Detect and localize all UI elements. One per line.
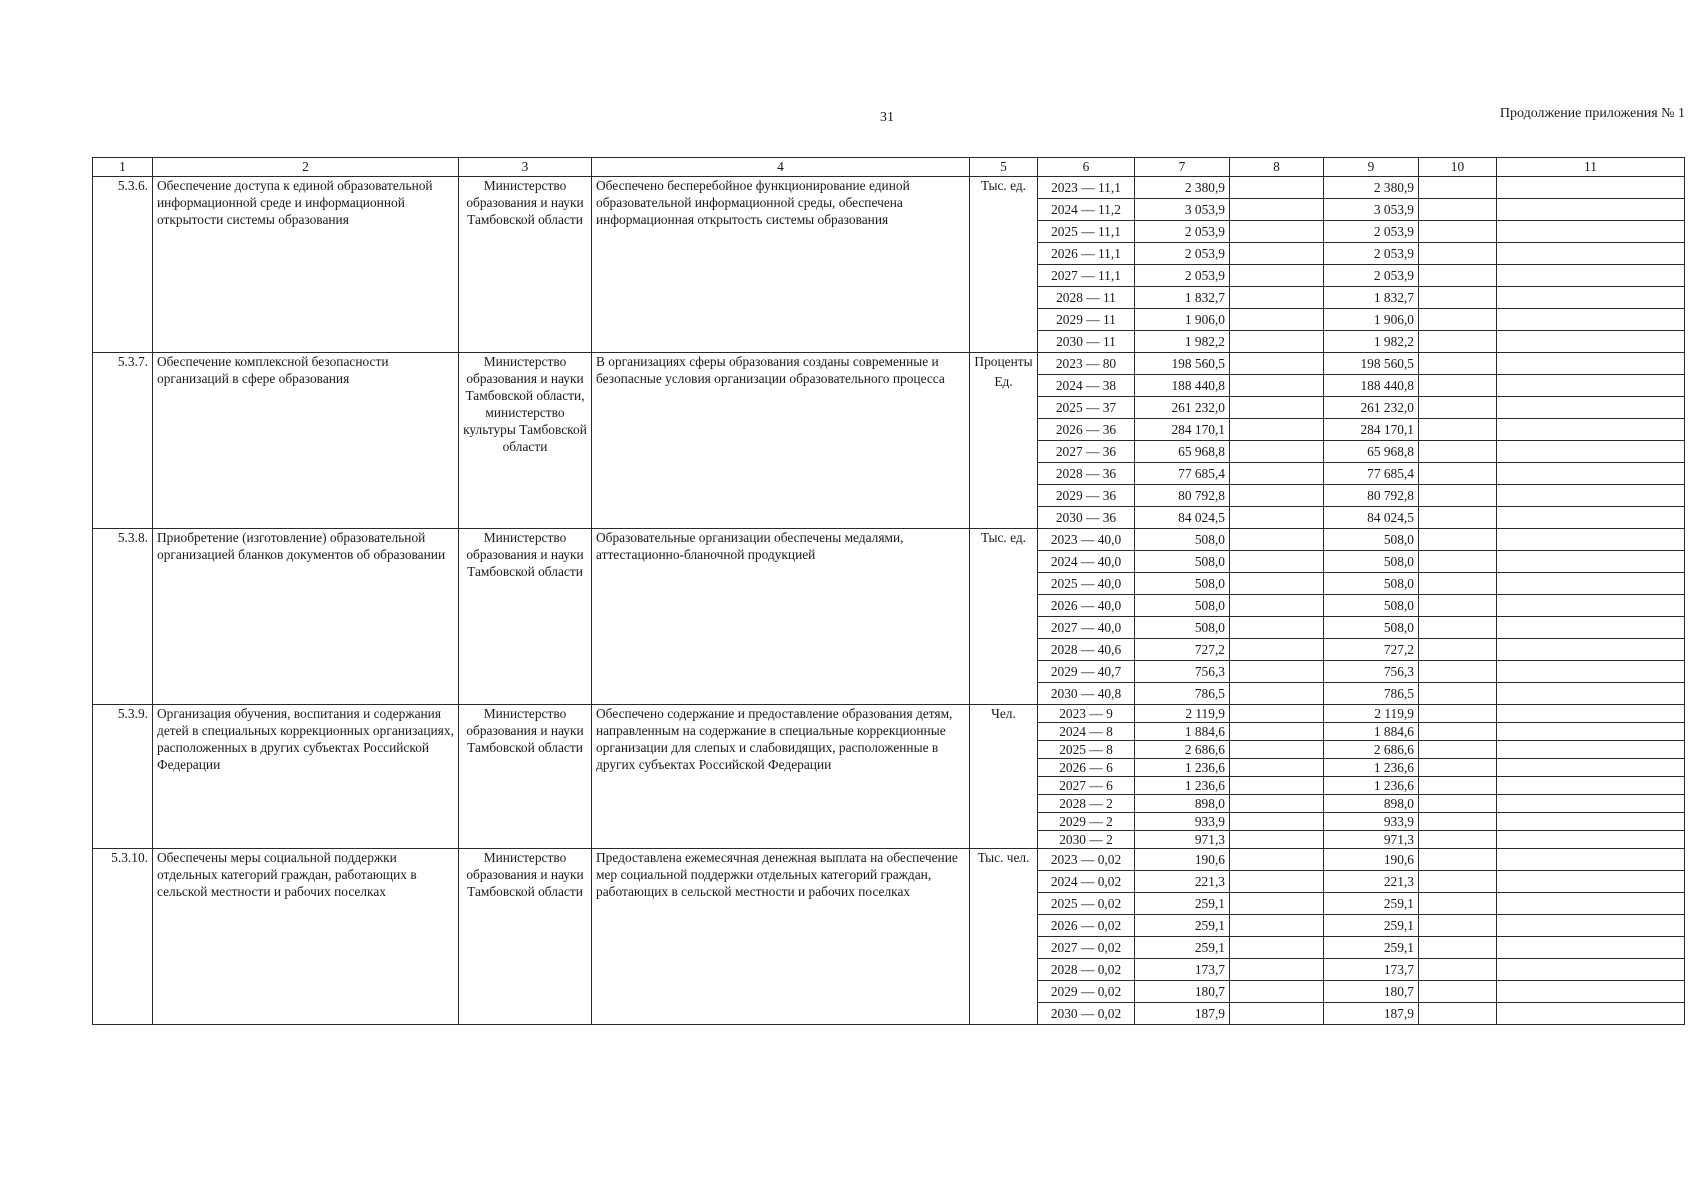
unit-cell (970, 529, 1038, 705)
empty-cell (1497, 741, 1685, 759)
measure-name: Организация обучения, воспитания и содержания детей в специальных коррекционных организациях, расположенных в других субъектах Российской Федерации (153, 705, 459, 849)
funding-regional: 508,0 (1324, 573, 1419, 595)
funding-total: 2 053,9 (1135, 221, 1230, 243)
empty-cell (1230, 959, 1324, 981)
expected-result: Обеспечено содержание и предоставление образования детям, направленным на содержание в специальные коррекционные организации для слепых и слабовидящих, расположенные в других субъектах Российской Федерации (592, 705, 970, 849)
empty-cell (1419, 551, 1497, 573)
year-indicator: 2026 — 0,02 (1038, 915, 1135, 937)
empty-cell (1230, 309, 1324, 331)
funding-regional: 77 685,4 (1324, 463, 1419, 485)
empty-cell (1230, 831, 1324, 849)
funding-total: 77 685,4 (1135, 463, 1230, 485)
year-indicator: 2027 — 36 (1038, 441, 1135, 463)
col-header: 1 (93, 158, 153, 177)
funding-regional: 1 982,2 (1324, 331, 1419, 353)
funding-regional: 180,7 (1324, 981, 1419, 1003)
empty-cell (1419, 871, 1497, 893)
funding-regional: 259,1 (1324, 915, 1419, 937)
funding-total: 2 686,6 (1135, 741, 1230, 759)
empty-cell (1497, 661, 1685, 683)
funding-regional: 187,9 (1324, 1003, 1419, 1025)
funding-regional: 508,0 (1324, 529, 1419, 551)
col-header: 3 (459, 158, 592, 177)
funding-total: 2 119,9 (1135, 705, 1230, 723)
empty-cell (1230, 937, 1324, 959)
col-header: 8 (1230, 158, 1324, 177)
empty-cell (1419, 893, 1497, 915)
funding-regional: 3 053,9 (1324, 199, 1419, 221)
empty-cell (1497, 1003, 1685, 1025)
funding-regional: 933,9 (1324, 813, 1419, 831)
empty-cell (1497, 507, 1685, 529)
funding-regional: 198 560,5 (1324, 353, 1419, 375)
funding-total: 198 560,5 (1135, 353, 1230, 375)
unit-cell (970, 177, 1038, 353)
funding-total: 1 982,2 (1135, 331, 1230, 353)
year-indicator: 2028 — 11 (1038, 287, 1135, 309)
funding-total: 508,0 (1135, 617, 1230, 639)
unit-label: Тыс. чел. (977, 850, 1030, 865)
executor: Министерство образования и науки Тамбовской области (459, 529, 592, 705)
empty-cell (1419, 831, 1497, 849)
empty-cell (1497, 831, 1685, 849)
empty-cell (1230, 795, 1324, 813)
year-indicator: 2026 — 6 (1038, 759, 1135, 777)
empty-cell (1230, 507, 1324, 529)
unit-label: Тыс. ед. (980, 178, 1027, 193)
funding-total: 190,6 (1135, 849, 1230, 871)
empty-cell (1419, 759, 1497, 777)
year-indicator: 2027 — 40,0 (1038, 617, 1135, 639)
executor: Министерство образования и науки Тамбовской области, министерство культуры Тамбовской области (459, 353, 592, 529)
year-indicator: 2024 — 8 (1038, 723, 1135, 741)
empty-cell (1419, 813, 1497, 831)
empty-cell (1497, 705, 1685, 723)
empty-cell (1230, 759, 1324, 777)
empty-cell (1419, 705, 1497, 723)
unit-cell (970, 849, 1038, 1025)
funding-total: 971,3 (1135, 831, 1230, 849)
empty-cell (1497, 353, 1685, 375)
empty-cell (1419, 573, 1497, 595)
empty-cell (1497, 177, 1685, 199)
year-indicator: 2023 — 40,0 (1038, 529, 1135, 551)
empty-cell (1419, 419, 1497, 441)
empty-cell (1230, 529, 1324, 551)
year-indicator: 2025 — 11,1 (1038, 221, 1135, 243)
year-indicator: 2024 — 11,2 (1038, 199, 1135, 221)
empty-cell (1419, 741, 1497, 759)
funding-total: 2 380,9 (1135, 177, 1230, 199)
col-header: 11 (1497, 158, 1685, 177)
funding-regional: 2 119,9 (1324, 705, 1419, 723)
funding-regional: 1 884,6 (1324, 723, 1419, 741)
expected-result: Предоставлена ежемесячная денежная выплата на обеспечение мер социальной поддержки отдельных категорий граждан, работающих в сельской местности и рабочих поселках (592, 849, 970, 1025)
funding-total: 1 236,6 (1135, 759, 1230, 777)
empty-cell (1230, 893, 1324, 915)
row-number: 5.3.6. (93, 177, 153, 353)
funding-total: 221,3 (1135, 871, 1230, 893)
empty-cell (1497, 287, 1685, 309)
empty-cell (1230, 177, 1324, 199)
funding-total: 259,1 (1135, 893, 1230, 915)
empty-cell (1497, 441, 1685, 463)
funding-regional: 190,6 (1324, 849, 1419, 871)
empty-cell (1230, 397, 1324, 419)
empty-cell (1419, 529, 1497, 551)
year-indicator: 2030 — 36 (1038, 507, 1135, 529)
year-indicator: 2029 — 40,7 (1038, 661, 1135, 683)
empty-cell (1230, 463, 1324, 485)
empty-cell (1230, 1003, 1324, 1025)
executor: Министерство образования и науки Тамбовской области (459, 177, 592, 353)
funding-regional: 1 906,0 (1324, 309, 1419, 331)
year-indicator: 2024 — 40,0 (1038, 551, 1135, 573)
empty-cell (1230, 353, 1324, 375)
empty-cell (1497, 375, 1685, 397)
empty-cell (1230, 705, 1324, 723)
empty-cell (1230, 441, 1324, 463)
year-indicator: 2029 — 2 (1038, 813, 1135, 831)
empty-cell (1419, 199, 1497, 221)
year-indicator: 2028 — 2 (1038, 795, 1135, 813)
funding-total: 2 053,9 (1135, 265, 1230, 287)
col-header: 2 (153, 158, 459, 177)
empty-cell (1419, 777, 1497, 795)
col-header: 6 (1038, 158, 1135, 177)
funding-total: 65 968,8 (1135, 441, 1230, 463)
year-indicator: 2029 — 0,02 (1038, 981, 1135, 1003)
empty-cell (1497, 309, 1685, 331)
empty-cell (1419, 353, 1497, 375)
empty-cell (1230, 595, 1324, 617)
empty-cell (1419, 661, 1497, 683)
year-indicator: 2024 — 0,02 (1038, 871, 1135, 893)
empty-cell (1419, 595, 1497, 617)
empty-cell (1419, 937, 1497, 959)
empty-cell (1497, 529, 1685, 551)
year-indicator: 2029 — 11 (1038, 309, 1135, 331)
empty-cell (1419, 375, 1497, 397)
year-indicator: 2027 — 6 (1038, 777, 1135, 795)
empty-cell (1419, 485, 1497, 507)
year-indicator: 2030 — 11 (1038, 331, 1135, 353)
empty-cell (1419, 287, 1497, 309)
executor: Министерство образования и науки Тамбовской области (459, 849, 592, 1025)
funding-total: 187,9 (1135, 1003, 1230, 1025)
empty-cell (1497, 759, 1685, 777)
row-number: 5.3.7. (93, 353, 153, 529)
empty-cell (1419, 849, 1497, 871)
empty-cell (1497, 617, 1685, 639)
funding-total: 1 884,6 (1135, 723, 1230, 741)
year-indicator: 2030 — 40,8 (1038, 683, 1135, 705)
year-indicator: 2025 — 40,0 (1038, 573, 1135, 595)
measure-name: Обеспечены меры социальной поддержки отдельных категорий граждан, работающих в сельской местности и рабочих поселках (153, 849, 459, 1025)
funding-regional: 2 380,9 (1324, 177, 1419, 199)
year-indicator: 2023 — 0,02 (1038, 849, 1135, 871)
empty-cell (1497, 397, 1685, 419)
year-indicator: 2026 — 36 (1038, 419, 1135, 441)
empty-cell (1230, 741, 1324, 759)
empty-cell (1419, 177, 1497, 199)
funding-total: 3 053,9 (1135, 199, 1230, 221)
funding-regional: 2 053,9 (1324, 243, 1419, 265)
empty-cell (1497, 243, 1685, 265)
empty-cell (1497, 981, 1685, 1003)
funding-regional: 727,2 (1324, 639, 1419, 661)
funding-total: 508,0 (1135, 529, 1230, 551)
funding-regional: 508,0 (1324, 617, 1419, 639)
empty-cell (1497, 893, 1685, 915)
year-indicator: 2030 — 0,02 (1038, 1003, 1135, 1025)
empty-cell (1419, 795, 1497, 813)
empty-cell (1230, 243, 1324, 265)
funding-total: 756,3 (1135, 661, 1230, 683)
unit-label: Ед. (994, 374, 1013, 389)
empty-cell (1230, 617, 1324, 639)
funding-regional: 2 686,6 (1324, 741, 1419, 759)
empty-cell (1497, 485, 1685, 507)
funding-regional: 971,3 (1324, 831, 1419, 849)
funding-total: 508,0 (1135, 595, 1230, 617)
funding-regional: 2 053,9 (1324, 265, 1419, 287)
year-indicator: 2028 — 36 (1038, 463, 1135, 485)
year-indicator: 2028 — 40,6 (1038, 639, 1135, 661)
executor: Министерство образования и науки Тамбовской области (459, 705, 592, 849)
funding-total: 180,7 (1135, 981, 1230, 1003)
empty-cell (1419, 221, 1497, 243)
measure-name: Обеспечение доступа к единой образовательной информационной среде и информационной открытости системы образования (153, 177, 459, 353)
funding-regional: 786,5 (1324, 683, 1419, 705)
funding-regional: 173,7 (1324, 959, 1419, 981)
funding-total: 84 024,5 (1135, 507, 1230, 529)
funding-total: 898,0 (1135, 795, 1230, 813)
funding-total: 2 053,9 (1135, 243, 1230, 265)
empty-cell (1419, 507, 1497, 529)
year-indicator: 2023 — 9 (1038, 705, 1135, 723)
expected-result: Обеспечено бесперебойное функционирование единой образовательной информационной среды, обеспечена информационная открытость системы образования (592, 177, 970, 353)
empty-cell (1419, 981, 1497, 1003)
empty-cell (1497, 551, 1685, 573)
continuation-label: Продолжение приложения № 1 (1499, 106, 1685, 121)
empty-cell (1230, 375, 1324, 397)
funding-total: 1 832,7 (1135, 287, 1230, 309)
empty-cell (1230, 849, 1324, 871)
empty-cell (1419, 683, 1497, 705)
funding-regional: 65 968,8 (1324, 441, 1419, 463)
table-row (93, 177, 1685, 199)
empty-cell (1230, 777, 1324, 795)
funding-regional: 898,0 (1324, 795, 1419, 813)
funding-total: 259,1 (1135, 937, 1230, 959)
funding-total: 508,0 (1135, 573, 1230, 595)
year-indicator: 2026 — 40,0 (1038, 595, 1135, 617)
page-number: 31 (880, 110, 894, 125)
funding-regional: 284 170,1 (1324, 419, 1419, 441)
funding-total: 508,0 (1135, 551, 1230, 573)
empty-cell (1230, 221, 1324, 243)
col-header: 4 (592, 158, 970, 177)
funding-regional: 756,3 (1324, 661, 1419, 683)
empty-cell (1419, 463, 1497, 485)
empty-cell (1419, 617, 1497, 639)
col-header: 7 (1135, 158, 1230, 177)
year-indicator: 2023 — 80 (1038, 353, 1135, 375)
funding-regional: 2 053,9 (1324, 221, 1419, 243)
funding-regional: 221,3 (1324, 871, 1419, 893)
measure-name: Обеспечение комплексной безопасности организаций в сфере образования (153, 353, 459, 529)
funding-regional: 259,1 (1324, 893, 1419, 915)
funding-regional: 84 024,5 (1324, 507, 1419, 529)
expected-result: В организациях сферы образования созданы современные и безопасные условия организации образовательного процесса (592, 353, 970, 529)
empty-cell (1230, 981, 1324, 1003)
empty-cell (1419, 1003, 1497, 1025)
year-indicator: 2028 — 0,02 (1038, 959, 1135, 981)
funding-regional: 188 440,8 (1324, 375, 1419, 397)
funding-total: 1 236,6 (1135, 777, 1230, 795)
year-indicator: 2023 — 11,1 (1038, 177, 1135, 199)
empty-cell (1230, 331, 1324, 353)
empty-cell (1497, 777, 1685, 795)
year-indicator: 2025 — 37 (1038, 397, 1135, 419)
row-number: 5.3.10. (93, 849, 153, 1025)
unit-cell (970, 353, 1038, 529)
year-indicator: 2027 — 11,1 (1038, 265, 1135, 287)
table-body (93, 177, 1685, 1025)
year-indicator: 2025 — 8 (1038, 741, 1135, 759)
row-number: 5.3.8. (93, 529, 153, 705)
table-row (93, 529, 1685, 551)
unit-label: Проценты (974, 354, 1033, 369)
funding-regional: 508,0 (1324, 551, 1419, 573)
empty-cell (1230, 639, 1324, 661)
funding-total: 933,9 (1135, 813, 1230, 831)
data-table (92, 157, 1685, 1025)
funding-regional: 1 236,6 (1324, 759, 1419, 777)
table-row (93, 849, 1685, 871)
empty-cell (1419, 265, 1497, 287)
empty-cell (1419, 243, 1497, 265)
empty-cell (1497, 871, 1685, 893)
funding-regional: 1 832,7 (1324, 287, 1419, 309)
funding-total: 259,1 (1135, 915, 1230, 937)
empty-cell (1497, 723, 1685, 741)
empty-cell (1230, 661, 1324, 683)
empty-cell (1230, 287, 1324, 309)
empty-cell (1497, 795, 1685, 813)
empty-cell (1497, 959, 1685, 981)
empty-cell (1497, 813, 1685, 831)
table-row (93, 705, 1685, 723)
empty-cell (1230, 683, 1324, 705)
funding-total: 80 792,8 (1135, 485, 1230, 507)
col-header: 5 (970, 158, 1038, 177)
empty-cell (1230, 199, 1324, 221)
empty-cell (1497, 683, 1685, 705)
year-indicator: 2025 — 0,02 (1038, 893, 1135, 915)
year-indicator: 2027 — 0,02 (1038, 937, 1135, 959)
funding-total: 284 170,1 (1135, 419, 1230, 441)
empty-cell (1497, 199, 1685, 221)
funding-regional: 508,0 (1324, 595, 1419, 617)
funding-total: 786,5 (1135, 683, 1230, 705)
empty-cell (1497, 463, 1685, 485)
empty-cell (1419, 639, 1497, 661)
empty-cell (1230, 419, 1324, 441)
empty-cell (1230, 813, 1324, 831)
year-indicator: 2030 — 2 (1038, 831, 1135, 849)
empty-cell (1419, 723, 1497, 741)
empty-cell (1497, 265, 1685, 287)
empty-cell (1230, 871, 1324, 893)
year-indicator: 2029 — 36 (1038, 485, 1135, 507)
empty-cell (1497, 419, 1685, 441)
funding-regional: 80 792,8 (1324, 485, 1419, 507)
empty-cell (1230, 723, 1324, 741)
empty-cell (1497, 595, 1685, 617)
empty-cell (1419, 915, 1497, 937)
funding-total: 727,2 (1135, 639, 1230, 661)
funding-regional: 1 236,6 (1324, 777, 1419, 795)
header-row (93, 158, 1685, 177)
empty-cell (1497, 573, 1685, 595)
row-number: 5.3.9. (93, 705, 153, 849)
col-header: 9 (1324, 158, 1419, 177)
empty-cell (1497, 849, 1685, 871)
funding-total: 188 440,8 (1135, 375, 1230, 397)
empty-cell (1230, 265, 1324, 287)
empty-cell (1497, 221, 1685, 243)
empty-cell (1419, 309, 1497, 331)
funding-regional: 261 232,0 (1324, 397, 1419, 419)
empty-cell (1230, 485, 1324, 507)
empty-cell (1419, 441, 1497, 463)
funding-total: 1 906,0 (1135, 309, 1230, 331)
empty-cell (1497, 937, 1685, 959)
col-header: 10 (1419, 158, 1497, 177)
year-indicator: 2024 — 38 (1038, 375, 1135, 397)
empty-cell (1230, 573, 1324, 595)
expected-result: Образовательные организации обеспечены медалями, аттестационно-бланочной продукцией (592, 529, 970, 705)
table-row (93, 353, 1685, 375)
funding-total: 261 232,0 (1135, 397, 1230, 419)
measure-name: Приобретение (изготовление) образовательной организацией бланков документов об образовании (153, 529, 459, 705)
empty-cell (1230, 915, 1324, 937)
unit-label: Тыс. ед. (980, 530, 1027, 545)
empty-cell (1419, 397, 1497, 419)
empty-cell (1497, 639, 1685, 661)
empty-cell (1419, 959, 1497, 981)
funding-regional: 259,1 (1324, 937, 1419, 959)
empty-cell (1497, 331, 1685, 353)
empty-cell (1230, 551, 1324, 573)
unit-cell (970, 705, 1038, 849)
empty-cell (1497, 915, 1685, 937)
funding-total: 173,7 (1135, 959, 1230, 981)
unit-label: Чел. (991, 706, 1016, 721)
empty-cell (1419, 331, 1497, 353)
year-indicator: 2026 — 11,1 (1038, 243, 1135, 265)
